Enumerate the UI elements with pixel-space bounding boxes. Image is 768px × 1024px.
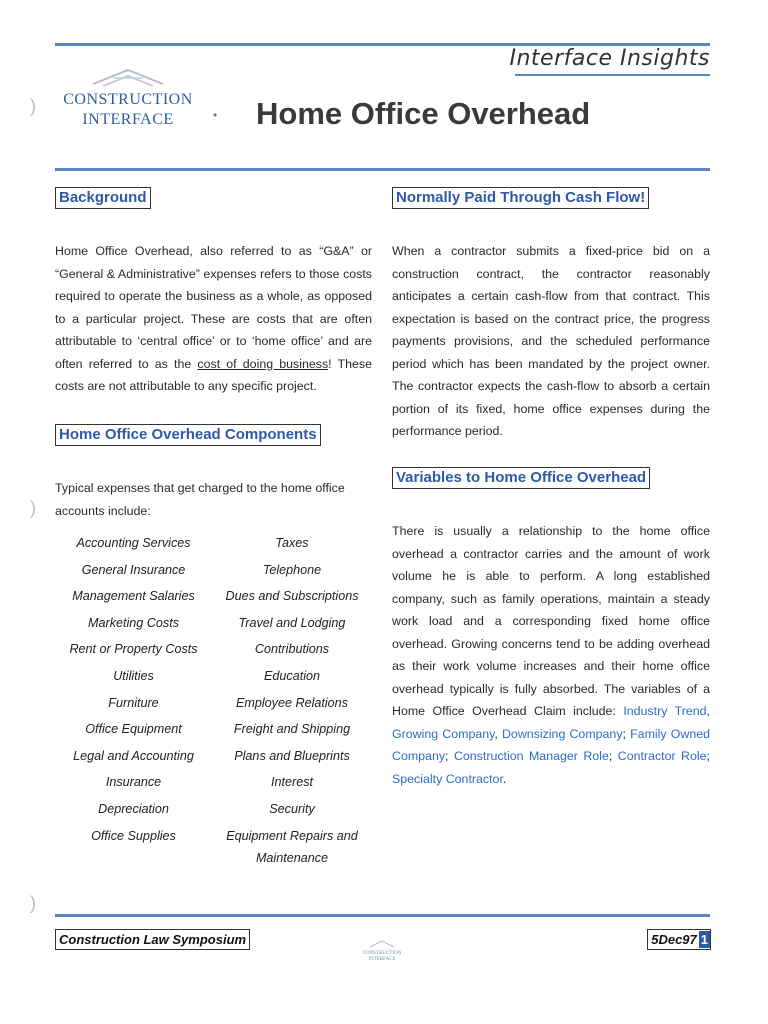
cost-of-business-phrase: cost of doing business [197, 356, 329, 371]
logo-line-2: INTERFACE [82, 111, 174, 128]
footer-symposium-label: Construction Law Symposium [55, 929, 250, 950]
separator: ; [445, 749, 454, 763]
separator-dot: • [213, 108, 218, 122]
list-item: Rent or Property Costs [69, 642, 198, 657]
company-logo [58, 66, 198, 138]
link-industry-trend[interactable]: Industry Trend [623, 704, 707, 718]
link-contractor-role[interactable]: Contractor Role [617, 749, 707, 763]
binding-mark: ) [30, 96, 36, 116]
page-title: Home Office Overhead [256, 96, 591, 131]
brand-underline [515, 74, 710, 76]
list-item: Travel and Lodging [238, 615, 346, 630]
components-intro: Typical expenses that get charged to the home office accounts include: [55, 481, 345, 518]
cashflow-heading: Normally Paid Through Cash Flow! [392, 187, 649, 209]
list-item: Insurance [105, 775, 162, 790]
list-item: Office Equipment [85, 722, 182, 737]
list-item: General Insurance [81, 562, 186, 577]
variables-paragraph [392, 520, 710, 790]
link-specialty-contractor[interactable]: Specialty Contractor [392, 771, 503, 786]
expense-list-col1 [55, 530, 212, 849]
separator: , [494, 726, 502, 741]
page-number: 1 [700, 932, 708, 947]
footer-date: 5Dec97 [651, 932, 697, 947]
list-item: Education [263, 668, 320, 683]
list-item: Equipment Repairs and Maintenance [226, 828, 358, 865]
link-construction-manager-role[interactable]: Construction Manager Role [453, 749, 609, 763]
list-item: Security [269, 801, 315, 816]
list-item: Dues and Subscriptions [225, 589, 359, 604]
background-heading: Background [55, 187, 151, 209]
background-text-2: ! These costs are not attributable to any specific project. [55, 356, 372, 393]
mini-logo-text: CONSTRUCTION INTERFACE [362, 951, 402, 962]
list-item: Freight and Shipping [233, 722, 351, 737]
list-item: Telephone [262, 562, 322, 577]
logo-line-1: CONSTRUCTION [63, 91, 193, 108]
expense-list-col2 [212, 530, 372, 869]
components-heading: Home Office Overhead Components [55, 424, 321, 446]
list-item: Depreciation [98, 801, 169, 816]
header-bottom-rule [55, 168, 710, 171]
separator: ; [622, 726, 631, 741]
list-item: Legal and Accounting [73, 748, 194, 763]
cashflow-paragraph: When a contractor submits a fixed-price bid on a construction contract, the contractor reasonably anticipates a certain cash-flow from that contract. This expectation is based on the contract price, the progress payments provisions, and the scheduled performance period which has been mandated by the project owner. The contractor expects the cash-flow to absorb a certain portion of its fixed, home office expenses during the performance period. [392, 244, 710, 438]
separator: ; [608, 749, 618, 763]
list-item: Contributions [254, 642, 330, 657]
list-item: Interest [271, 775, 313, 790]
background-text-1: Home Office Overhead, also referred to as “G&A” or “General & Administrative” expenses refers to those costs required to operate the business as a whole, as opposed to a particular project. These are costs that are often attributable to ‘central office’ or to ‘home office’ and are often referred to as the [55, 244, 372, 371]
list-item: Office Supplies [91, 828, 176, 843]
list-item: Employee Relations [235, 695, 348, 710]
list-item: Accounting Services [76, 536, 191, 550]
variables-heading: Variables to Home Office Overhead [392, 467, 650, 489]
list-item: Marketing Costs [88, 615, 179, 630]
variables-text: There is usually a relationship to the home office overhead a contractor carries and the amount of work volume he is able to perform. A long established company, such as family operations, maintain a steady work load and a corresponding fixed home office overhead. Growing concerns tend to be adding overhead as their work volume increases and their home office overhead typically is fully absorbed. The variables of a Home Office Overhead Claim include: [392, 524, 710, 718]
link-growing-company[interactable]: Growing Company [392, 726, 495, 741]
footer-rule [55, 914, 710, 917]
footer-mini-logo [356, 940, 408, 963]
binding-mark: ) [30, 893, 36, 913]
link-family-owned-company[interactable]: Family Owned Company [392, 726, 710, 763]
mini-logo-roof-icon [367, 940, 397, 948]
separator: . [502, 771, 507, 786]
logo-tagline-mark: · · · · · · [107, 132, 149, 138]
binding-mark: ) [30, 498, 36, 518]
list-item: Utilities [113, 668, 154, 683]
link-downsizing-company[interactable]: Downsizing Company [501, 726, 623, 741]
footer-date-box [647, 929, 711, 950]
background-paragraph [55, 240, 372, 398]
separator: ; [706, 749, 710, 763]
list-item: Taxes [275, 536, 309, 550]
separator: , [706, 704, 710, 718]
list-item: Management Salaries [72, 589, 195, 604]
logo-roof-icon [83, 66, 173, 88]
list-item: Furniture [108, 695, 159, 710]
brand-title: Interface Insights [509, 46, 710, 71]
list-item: Plans and Blueprints [234, 748, 350, 763]
